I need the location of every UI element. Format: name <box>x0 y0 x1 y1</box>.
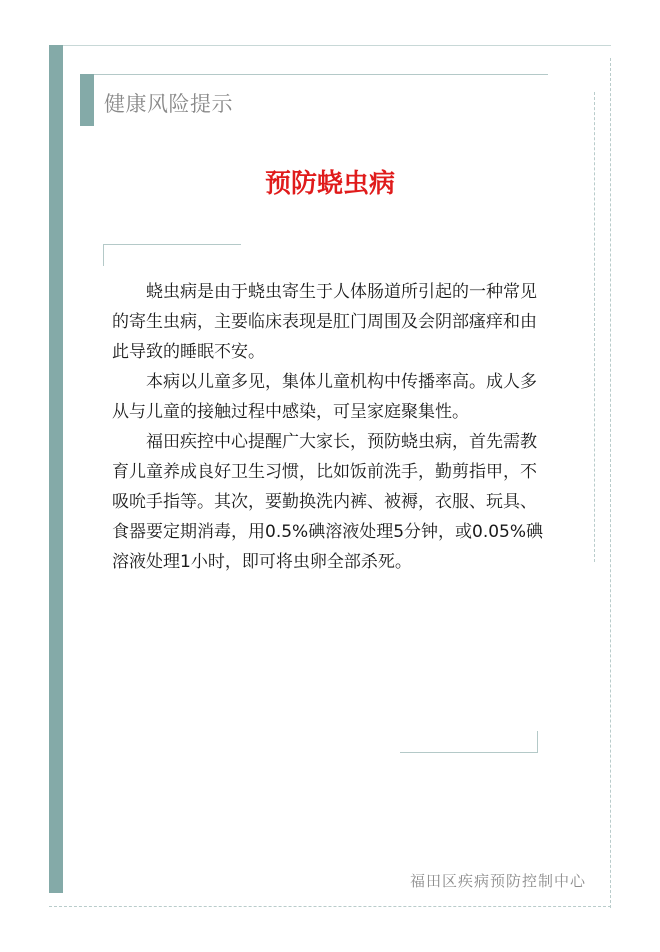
paragraph-epidemiology: 本病以儿童多见，集体儿童机构中传播率高。成人多从与儿童的接触过程中感染，可呈家庭聚集性。 <box>112 372 537 422</box>
header-accent-block <box>80 74 94 126</box>
corner-bracket-bottom-right <box>400 752 538 753</box>
corner-bracket-top-left <box>103 244 241 245</box>
corner-bracket-bottom-right-vertical <box>537 731 538 753</box>
corner-bracket-top-left-vertical <box>103 244 104 266</box>
article-body <box>112 277 548 577</box>
paragraph-prevention: 福田疾控中心提醒广大家长，预防蛲虫病，首先需教育儿童养成良好卫生习惯，比如饭前洗手，勤剪指甲，不吸吮手指等。其次，要勤换洗内裤、被褥，衣服、玩具、食器要定期消毒，用0.5%碘溶液处理5分钟，或0.05%碘溶液处理1小时，即可将虫卵全部杀死。 <box>112 432 544 572</box>
page-title: 预防蛲虫病 <box>264 169 395 199</box>
footer-organization: 福田区疾病预防控制中心 <box>409 872 586 890</box>
paragraph-intro: 蛲虫病是由于蛲虫寄生于人体肠道所引起的一种常见的寄生虫病，主要临床表现是肛门周围及会阴部瘙痒和由此导致的睡眠不安。 <box>112 282 537 362</box>
section-heading: 健康风险提示 <box>104 92 233 116</box>
header-rule <box>94 74 548 75</box>
top-border-line <box>63 45 611 46</box>
bottom-dashed-border <box>49 906 611 907</box>
